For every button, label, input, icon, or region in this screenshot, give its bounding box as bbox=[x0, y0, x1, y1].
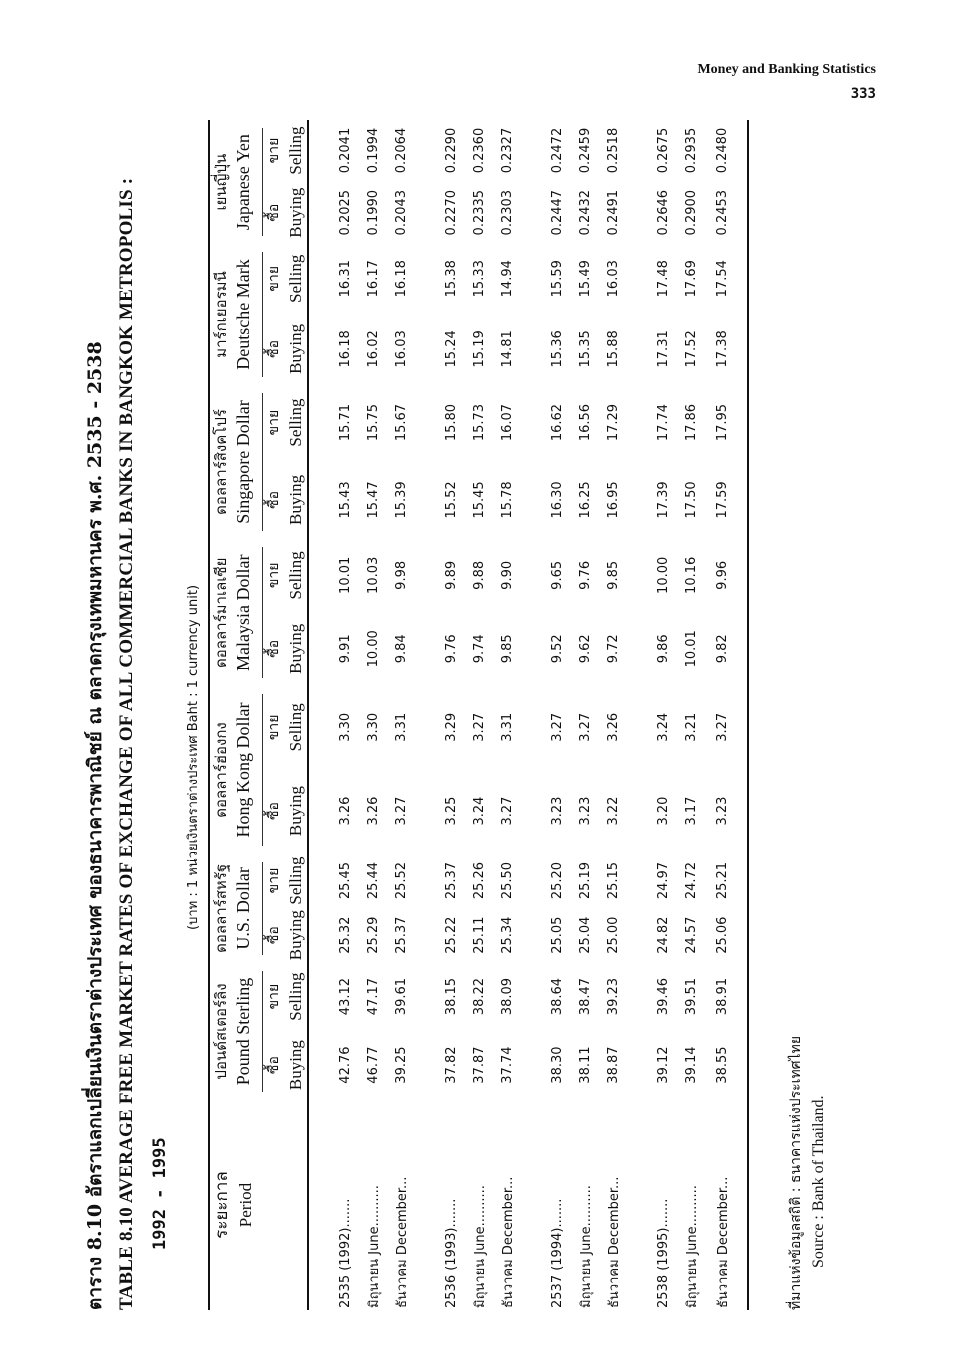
period-header-english: Period bbox=[236, 1182, 255, 1228]
currency-name-english: Deutsche Mark bbox=[232, 252, 263, 376]
selling-rate-cell: 17.48 bbox=[655, 260, 671, 298]
buying-rate-cell: 14.81 bbox=[499, 330, 515, 368]
spacer-cell bbox=[521, 120, 543, 1310]
buying-rate-cell: 3.27 bbox=[499, 796, 515, 826]
buying-rate-cell: 15.24 bbox=[443, 330, 459, 368]
selling-label-thai: ขาย bbox=[266, 265, 282, 292]
buying-rate-cell: 3.25 bbox=[443, 796, 459, 826]
buying-header bbox=[263, 768, 308, 853]
period-cell: ธันวาคม December... bbox=[394, 1176, 410, 1308]
selling-rate-cell: 15.73 bbox=[471, 403, 487, 442]
selling-rate-cell: 0.2041 bbox=[337, 127, 353, 174]
rotated-table-page bbox=[80, 110, 840, 1310]
selling-label-thai: ขาย bbox=[266, 562, 282, 589]
spacer-cell bbox=[627, 120, 649, 1310]
currency-header bbox=[209, 385, 263, 540]
selling-header bbox=[263, 963, 308, 1030]
selling-rate-cell: 38.22 bbox=[471, 977, 487, 1016]
buying-rate-cell: 9.76 bbox=[443, 634, 459, 664]
selling-rate-cell: 10.03 bbox=[365, 556, 381, 594]
selling-rate-cell: 16.17 bbox=[365, 260, 381, 298]
buying-rate-cell: 42.76 bbox=[337, 1046, 353, 1084]
buying-rate-cell: 16.95 bbox=[605, 481, 621, 519]
buying-rate-cell: 16.02 bbox=[365, 330, 381, 368]
period-cell: มิถุนายน June.......... bbox=[578, 1185, 594, 1308]
buying-rate-cell: 15.78 bbox=[499, 481, 515, 519]
buying-header bbox=[263, 460, 308, 539]
buying-rate-cell: 0.2270 bbox=[443, 189, 459, 236]
selling-rate-cell: 16.18 bbox=[393, 260, 409, 298]
selling-label-english: Selling bbox=[286, 126, 305, 175]
selling-rate-cell: 25.50 bbox=[499, 861, 515, 900]
selling-rate-cell: 3.21 bbox=[683, 712, 699, 742]
selling-rate-cell: 25.20 bbox=[549, 861, 565, 900]
source-english: Source : Bank of Thailand. bbox=[810, 1095, 827, 1268]
buying-rate-cell: 17.59 bbox=[705, 460, 748, 539]
buying-rate-cell: 0.2303 bbox=[499, 189, 515, 236]
buying-rate-cell: 16.18 bbox=[337, 330, 353, 368]
buying-rate-cell: 39.12 bbox=[655, 1046, 671, 1084]
buying-rate-cell: 15.45 bbox=[471, 481, 487, 519]
buying-rate-cell: 0.2043 bbox=[393, 189, 409, 236]
spacer-cell bbox=[308, 120, 331, 1310]
buying-label-english: Buying bbox=[286, 323, 305, 374]
buying-rate-cell: 15.47 bbox=[365, 481, 381, 519]
selling-rate-cell: 16.62 bbox=[549, 403, 565, 442]
buying-header bbox=[263, 1030, 308, 1100]
selling-rate-cell: 9.89 bbox=[443, 560, 459, 590]
currency-name-thai: เยนญี่ปุ่น bbox=[212, 153, 230, 211]
currency-name-english: Pound Sterling bbox=[232, 971, 263, 1092]
selling-rate-cell: 38.47 bbox=[577, 977, 593, 1016]
selling-header bbox=[263, 539, 308, 611]
buying-rate-cell: 0.2646 bbox=[655, 189, 671, 236]
currency-header bbox=[209, 244, 263, 384]
selling-rate-cell: 15.59 bbox=[549, 260, 565, 298]
selling-rate-cell: 25.19 bbox=[577, 861, 593, 900]
buying-rate-cell: 0.2432 bbox=[577, 189, 593, 236]
selling-rate-cell: 0.2675 bbox=[655, 127, 671, 174]
buying-rate-cell: 25.06 bbox=[705, 907, 748, 963]
selling-rate-cell: 25.45 bbox=[337, 861, 353, 900]
selling-rate-cell: 0.2518 bbox=[605, 127, 621, 174]
currency-name-thai: ดอลลาร์สหรัฐ bbox=[212, 863, 230, 953]
selling-rate-cell: 47.17 bbox=[365, 977, 381, 1016]
selling-label-thai: ขาย bbox=[266, 714, 282, 741]
buying-rate-cell: 3.22 bbox=[605, 796, 621, 826]
buying-label-english: Buying bbox=[286, 786, 305, 837]
buying-rate-cell: 15.43 bbox=[337, 481, 353, 519]
selling-rate-cell: 25.21 bbox=[705, 854, 748, 908]
buying-rate-cell: 3.17 bbox=[683, 796, 699, 826]
selling-rate-cell: 38.09 bbox=[499, 977, 515, 1016]
table-row bbox=[387, 120, 415, 1310]
period-header bbox=[209, 1100, 308, 1310]
buying-rate-cell: 16.30 bbox=[549, 481, 565, 519]
table-row bbox=[599, 120, 627, 1310]
selling-rate-cell: 17.29 bbox=[605, 403, 621, 442]
selling-rate-cell: 43.12 bbox=[337, 977, 353, 1016]
buying-rate-cell: 0.2025 bbox=[337, 189, 353, 236]
selling-rate-cell: 3.30 bbox=[365, 712, 381, 742]
table-row bbox=[571, 120, 599, 1310]
selling-rate-cell: 15.38 bbox=[443, 260, 459, 298]
selling-rate-cell: 3.24 bbox=[655, 712, 671, 742]
selling-rate-cell: 17.69 bbox=[683, 260, 699, 298]
buying-rate-cell: 25.00 bbox=[605, 916, 621, 954]
period-cell: ธันวาคม December... bbox=[606, 1176, 622, 1308]
buying-label-english: Buying bbox=[286, 910, 305, 961]
buying-rate-cell: 17.50 bbox=[683, 481, 699, 519]
selling-rate-cell: 9.65 bbox=[549, 560, 565, 590]
currency-name-thai: มาร์กเยอรมนี bbox=[212, 271, 230, 358]
buying-rate-cell: 9.86 bbox=[655, 634, 671, 664]
period-cell: 2536 (1993)....... bbox=[443, 1198, 459, 1308]
buying-label-thai: ซื้อ bbox=[266, 926, 282, 945]
buying-label-thai: ซื้อ bbox=[266, 802, 282, 821]
selling-rate-cell: 15.80 bbox=[443, 403, 459, 442]
period-cell: ธันวาคม December... bbox=[500, 1176, 516, 1308]
buying-header bbox=[263, 181, 308, 244]
selling-rate-cell: 16.07 bbox=[499, 403, 515, 442]
selling-rate-cell: 0.2459 bbox=[577, 127, 593, 174]
selling-rate-cell: 9.76 bbox=[577, 560, 593, 590]
buying-rate-cell: 17.31 bbox=[655, 330, 671, 368]
selling-header bbox=[263, 120, 308, 181]
selling-rate-cell: 16.56 bbox=[577, 403, 593, 442]
group-spacer bbox=[521, 120, 543, 1310]
buying-rate-cell: 10.01 bbox=[683, 630, 699, 668]
buying-rate-cell: 3.23 bbox=[705, 768, 748, 853]
selling-rate-cell: 24.72 bbox=[683, 861, 699, 900]
selling-rate-cell: 39.61 bbox=[393, 977, 409, 1016]
buying-rate-cell: 25.29 bbox=[365, 916, 381, 954]
buying-rate-cell: 9.85 bbox=[499, 634, 515, 664]
buying-rate-cell: 10.00 bbox=[365, 630, 381, 668]
selling-rate-cell: 3.29 bbox=[443, 712, 459, 742]
selling-label-thai: ขาย bbox=[266, 983, 282, 1010]
currency-name-thai: ดอลลาร์มาเลเซีย bbox=[212, 557, 230, 668]
buying-label-thai: ซื้อ bbox=[266, 1056, 282, 1075]
table-row bbox=[359, 120, 387, 1310]
currency-header bbox=[209, 854, 263, 963]
selling-rate-cell: 0.2480 bbox=[705, 120, 748, 181]
selling-header bbox=[263, 244, 308, 313]
selling-rate-cell: 25.15 bbox=[605, 861, 621, 900]
buying-rate-cell: 16.03 bbox=[393, 330, 409, 368]
selling-rate-cell: 3.30 bbox=[337, 712, 353, 742]
table-row bbox=[649, 120, 677, 1310]
buying-rate-cell: 25.05 bbox=[549, 916, 565, 954]
buying-rate-cell: 25.32 bbox=[337, 916, 353, 954]
buying-rate-cell: 9.82 bbox=[705, 611, 748, 686]
selling-rate-cell: 15.71 bbox=[337, 403, 353, 442]
currency-header bbox=[209, 686, 263, 853]
selling-rate-cell: 17.95 bbox=[705, 385, 748, 461]
table-row bbox=[493, 120, 521, 1310]
selling-rate-cell: 0.1994 bbox=[365, 127, 381, 174]
page-number: 333 bbox=[850, 86, 876, 102]
selling-rate-cell: 3.31 bbox=[499, 712, 515, 742]
buying-rate-cell: 0.2335 bbox=[471, 189, 487, 236]
buying-rate-cell: 38.11 bbox=[577, 1046, 593, 1084]
buying-rate-cell: 25.04 bbox=[577, 916, 593, 954]
buying-rate-cell: 37.87 bbox=[471, 1046, 487, 1084]
selling-rate-cell: 39.46 bbox=[655, 977, 671, 1016]
selling-rate-cell: 25.26 bbox=[471, 861, 487, 900]
buying-rate-cell: 9.52 bbox=[549, 634, 565, 664]
currency-header bbox=[209, 120, 263, 244]
buying-rate-cell: 3.20 bbox=[655, 796, 671, 826]
buying-rate-cell: 3.24 bbox=[471, 796, 487, 826]
currency-name-english: U.S. Dollar bbox=[232, 862, 263, 955]
currency-name-thai: ดอลลาร์สิงคโปร์ bbox=[212, 409, 230, 515]
buying-header bbox=[263, 611, 308, 686]
selling-rate-cell: 3.31 bbox=[393, 712, 409, 742]
period-cell: 2535 (1992)....... bbox=[337, 1198, 353, 1308]
buying-rate-cell: 3.23 bbox=[577, 796, 593, 826]
group-spacer bbox=[415, 120, 437, 1310]
table-row bbox=[543, 120, 571, 1310]
selling-rate-cell: 9.90 bbox=[499, 560, 515, 590]
selling-rate-cell: 0.2064 bbox=[393, 127, 409, 174]
buying-rate-cell: 15.19 bbox=[471, 330, 487, 368]
selling-rate-cell: 15.33 bbox=[471, 260, 487, 298]
buying-label-thai: ซื้อ bbox=[266, 639, 282, 658]
buying-rate-cell: 46.77 bbox=[365, 1046, 381, 1084]
section-title: Money and Banking Statistics bbox=[697, 62, 876, 77]
table-title-english: TABLE 8.10 AVERAGE FREE MARKET RATES OF EXCHANGE OF ALL COMMERCIAL BANKS IN BANGKOK METROPOLIS : bbox=[116, 177, 137, 1310]
buying-rate-cell: 3.27 bbox=[393, 796, 409, 826]
table-title-years: 1992 - 1995 bbox=[150, 1137, 170, 1250]
selling-rate-cell: 14.94 bbox=[499, 260, 515, 298]
currency-header bbox=[209, 539, 263, 686]
buying-rate-cell: 38.55 bbox=[705, 1030, 748, 1100]
group-spacer bbox=[308, 120, 331, 1310]
period-cell: มิถุนายน June.......... bbox=[366, 1185, 382, 1308]
selling-rate-cell: 0.2360 bbox=[471, 127, 487, 174]
selling-rate-cell: 39.51 bbox=[683, 977, 699, 1016]
buying-rate-cell: 39.14 bbox=[683, 1046, 699, 1084]
buying-label-thai: ซื้อ bbox=[266, 339, 282, 358]
selling-rate-cell: 39.23 bbox=[605, 977, 621, 1016]
table-row bbox=[437, 120, 465, 1310]
selling-label-thai: ขาย bbox=[266, 409, 282, 436]
period-cell: มิถุนายน June.......... bbox=[472, 1185, 488, 1308]
buying-rate-cell: 25.34 bbox=[499, 916, 515, 954]
selling-rate-cell: 15.67 bbox=[393, 403, 409, 442]
buying-rate-cell: 15.36 bbox=[549, 330, 565, 368]
selling-rate-cell: 3.26 bbox=[605, 712, 621, 742]
period-cell: ธันวาคม December... bbox=[705, 1100, 748, 1310]
buying-label-english: Buying bbox=[286, 623, 305, 674]
selling-rate-cell: 38.91 bbox=[705, 963, 748, 1030]
buying-rate-cell: 3.26 bbox=[365, 796, 381, 826]
header-row-currencies bbox=[209, 120, 263, 1310]
selling-rate-cell: 38.15 bbox=[443, 977, 459, 1016]
selling-rate-cell: 10.16 bbox=[683, 556, 699, 594]
selling-rate-cell: 3.27 bbox=[705, 686, 748, 768]
selling-rate-cell: 9.85 bbox=[605, 560, 621, 590]
currency-name-english: Malaysia Dollar bbox=[232, 547, 263, 678]
currency-name-thai: ปอนด์สเตอร์ลิง bbox=[212, 983, 230, 1080]
selling-label-thai: ขาย bbox=[266, 867, 282, 894]
currency-name-thai: ดอลลาร์ฮ่องกง bbox=[212, 722, 230, 818]
buying-label-thai: ซื้อ bbox=[266, 490, 282, 509]
buying-rate-cell: 9.84 bbox=[393, 634, 409, 664]
currency-name-english: Hong Kong Dollar bbox=[232, 694, 263, 845]
buying-rate-cell: 0.2900 bbox=[683, 189, 699, 236]
selling-rate-cell: 38.64 bbox=[549, 977, 565, 1016]
selling-label-english: Selling bbox=[286, 856, 305, 905]
currency-header bbox=[209, 963, 263, 1100]
buying-rate-cell: 24.82 bbox=[655, 916, 671, 954]
selling-rate-cell: 10.01 bbox=[337, 556, 353, 594]
buying-rate-cell: 9.62 bbox=[577, 634, 593, 664]
buying-header bbox=[263, 907, 308, 963]
selling-rate-cell: 3.27 bbox=[471, 712, 487, 742]
table-title-thai: ตาราง 8.10 อัตราแลกเปลี่ยนเงินตราต่างประเทศ ของธนาคารพาณิชย์ ณ ตลาดกรุงเทพมหานคร พ.ศ. 2535 - 2538 bbox=[84, 341, 106, 1310]
table-row bbox=[677, 120, 705, 1310]
buying-label-english: Buying bbox=[286, 474, 305, 525]
buying-rate-cell: 37.82 bbox=[443, 1046, 459, 1084]
period-cell: 2537 (1994)....... bbox=[549, 1198, 565, 1308]
selling-rate-cell: 3.27 bbox=[577, 712, 593, 742]
selling-rate-cell: 16.31 bbox=[337, 260, 353, 298]
unit-note: (บาท : 1 หน่วยเงินตราต่างประเทศ Baht : 1 currency unit) bbox=[186, 584, 201, 930]
selling-rate-cell: 0.2935 bbox=[683, 127, 699, 174]
period-cell: มิถุนายน June.......... bbox=[684, 1185, 700, 1308]
table-body bbox=[308, 120, 748, 1310]
selling-rate-cell: 3.27 bbox=[549, 712, 565, 742]
selling-rate-cell: 17.74 bbox=[655, 403, 671, 442]
buying-rate-cell: 37.74 bbox=[499, 1046, 515, 1084]
buying-rate-cell: 25.22 bbox=[443, 916, 459, 954]
selling-rate-cell: 15.49 bbox=[577, 260, 593, 298]
buying-rate-cell: 17.38 bbox=[705, 313, 748, 384]
buying-rate-cell: 15.35 bbox=[577, 330, 593, 368]
buying-rate-cell: 39.25 bbox=[393, 1046, 409, 1084]
buying-rate-cell: 17.39 bbox=[655, 481, 671, 519]
selling-rate-cell: 16.03 bbox=[605, 260, 621, 298]
selling-rate-cell: 10.00 bbox=[655, 556, 671, 594]
page-header bbox=[697, 62, 876, 102]
buying-rate-cell: 15.52 bbox=[443, 481, 459, 519]
buying-label-english: Buying bbox=[286, 187, 305, 238]
selling-rate-cell: 15.75 bbox=[365, 403, 381, 442]
selling-rate-cell: 9.88 bbox=[471, 560, 487, 590]
selling-header bbox=[263, 385, 308, 461]
buying-rate-cell: 25.37 bbox=[393, 916, 409, 954]
buying-rate-cell: 0.2447 bbox=[549, 189, 565, 236]
selling-label-english: Selling bbox=[286, 254, 305, 303]
source-thai: ที่มาแห่งข้อมูลสถิติ : ธนาคารแห่งประเทศไทย bbox=[788, 1035, 804, 1310]
selling-rate-cell: 9.98 bbox=[393, 560, 409, 590]
selling-rate-cell: 17.54 bbox=[705, 244, 748, 313]
buying-rate-cell: 38.87 bbox=[605, 1046, 621, 1084]
currency-name-english: Japanese Yen bbox=[232, 128, 263, 236]
selling-label-english: Selling bbox=[286, 398, 305, 447]
buying-rate-cell: 3.23 bbox=[549, 796, 565, 826]
selling-rate-cell: 17.86 bbox=[683, 403, 699, 442]
selling-header bbox=[263, 686, 308, 768]
selling-label-english: Selling bbox=[286, 972, 305, 1021]
period-cell: 2538 (1995)....... bbox=[655, 1198, 671, 1308]
selling-rate-cell: 25.44 bbox=[365, 861, 381, 900]
buying-rate-cell: 38.30 bbox=[549, 1046, 565, 1084]
buying-rate-cell: 15.39 bbox=[393, 481, 409, 519]
period-header-thai: ระยะกาล bbox=[212, 1171, 231, 1239]
table-row bbox=[465, 120, 493, 1310]
buying-rate-cell: 9.72 bbox=[605, 634, 621, 664]
selling-header bbox=[263, 854, 308, 908]
currency-name-english: Singapore Dollar bbox=[232, 393, 263, 532]
selling-rate-cell: 24.97 bbox=[655, 861, 671, 900]
buying-rate-cell: 15.88 bbox=[605, 330, 621, 368]
table-row bbox=[331, 120, 359, 1310]
selling-rate-cell: 0.2472 bbox=[549, 127, 565, 174]
selling-rate-cell: 9.96 bbox=[705, 539, 748, 611]
buying-header bbox=[263, 313, 308, 384]
selling-label-english: Selling bbox=[286, 551, 305, 600]
selling-rate-cell: 0.2327 bbox=[499, 127, 515, 174]
buying-rate-cell: 0.1990 bbox=[365, 189, 381, 236]
buying-rate-cell: 3.26 bbox=[337, 796, 353, 826]
spacer-cell bbox=[415, 120, 437, 1310]
buying-rate-cell: 0.2491 bbox=[605, 189, 621, 236]
buying-rate-cell: 16.25 bbox=[577, 481, 593, 519]
selling-label-thai: ขาย bbox=[266, 137, 282, 164]
group-spacer bbox=[627, 120, 649, 1310]
buying-label-english: Buying bbox=[286, 1040, 305, 1091]
selling-rate-cell: 25.37 bbox=[443, 861, 459, 900]
table-row bbox=[705, 120, 748, 1310]
exchange-rate-table bbox=[208, 120, 749, 1310]
buying-rate-cell: 17.52 bbox=[683, 330, 699, 368]
buying-rate-cell: 9.91 bbox=[337, 634, 353, 664]
selling-rate-cell: 0.2290 bbox=[443, 127, 459, 174]
buying-rate-cell: 24.57 bbox=[683, 916, 699, 954]
buying-rate-cell: 0.2453 bbox=[705, 181, 748, 244]
buying-rate-cell: 25.11 bbox=[471, 916, 487, 954]
buying-rate-cell: 9.74 bbox=[471, 634, 487, 664]
buying-label-thai: ซื้อ bbox=[266, 203, 282, 222]
selling-rate-cell: 25.52 bbox=[393, 861, 409, 900]
selling-label-english: Selling bbox=[286, 703, 305, 752]
